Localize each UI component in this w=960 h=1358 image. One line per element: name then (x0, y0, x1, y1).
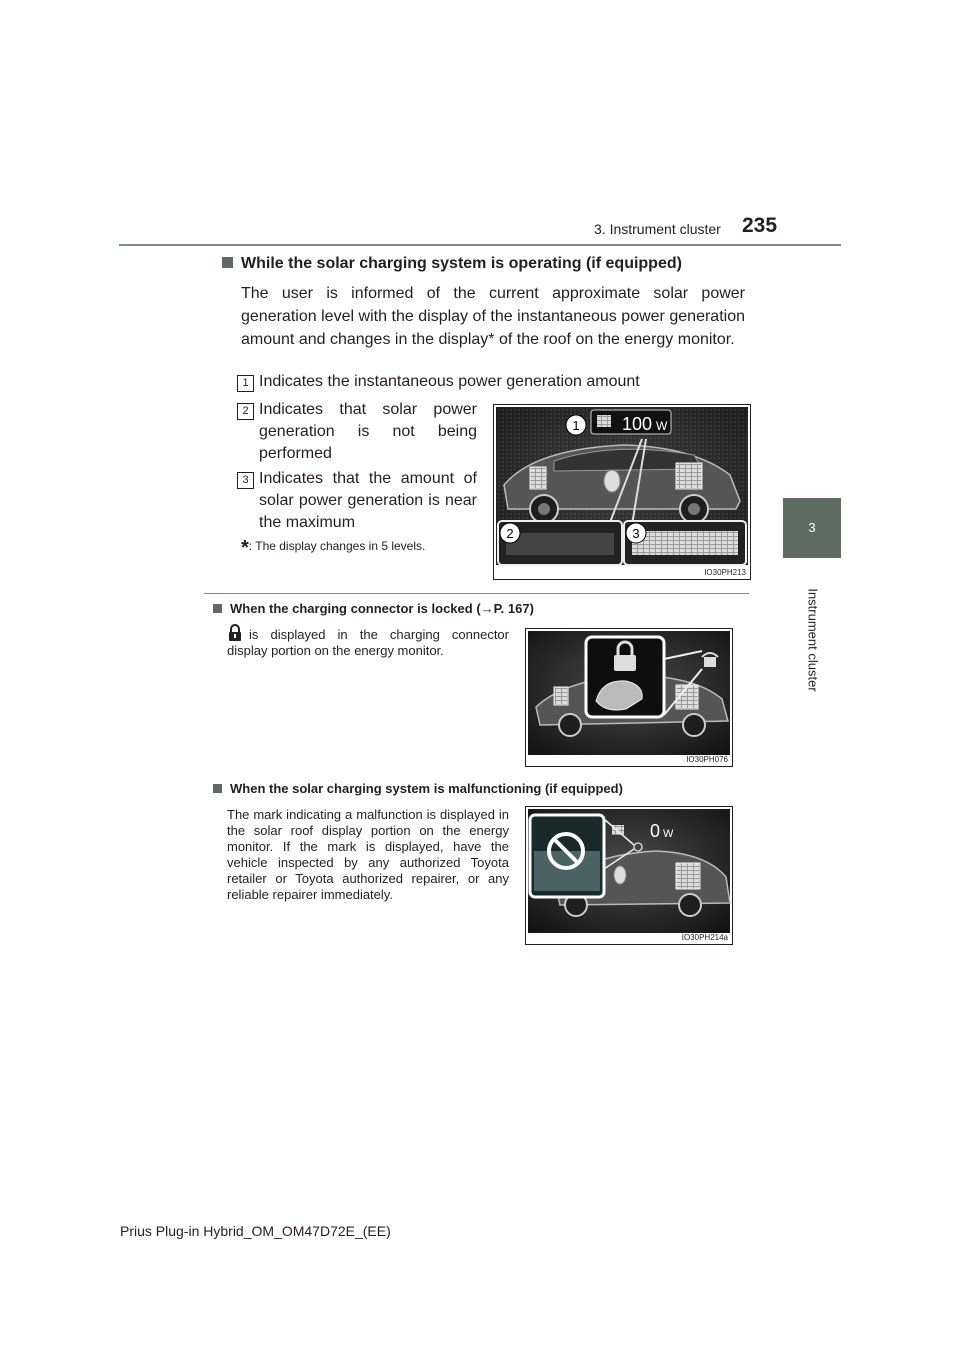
chapter-label: Instrument cluster (805, 588, 821, 692)
connector-figure (525, 628, 733, 767)
callout-1: 1 (572, 418, 580, 433)
solar-paragraph: The user is informed of the current approximate solar power generation level with the display of the instantaneous power generation amount and changes in the display* of the roof on the energy monitor. (241, 285, 745, 348)
chapter-number: 3 (808, 520, 816, 535)
malfunction-illustration (526, 807, 732, 944)
heading-square-icon (213, 604, 222, 613)
power-readout: 100 (622, 414, 653, 434)
item-number: 3 (237, 472, 254, 489)
callout-2: 2 (506, 526, 514, 541)
item-number: 2 (237, 403, 254, 420)
malfunction-text: The mark indicating a malfunction is displayed in the solar roof display portion on the energy monitor. If the mark is displayed, have the vehicle inspected by any authorized Toyota retailer or Toyota authorized repairer, or any reliable repairer immediately. (227, 807, 509, 902)
item-text: Indicates that solar power generation is not being performed (259, 401, 477, 462)
connector-illustration (526, 629, 732, 766)
connector-heading: When the charging connector is locked (→P. 167) (213, 601, 534, 616)
lock-icon (227, 624, 243, 642)
malfunction-heading: When the solar charging system is malfunctioning (if equipped) (213, 781, 623, 796)
malfunction-figure (525, 806, 733, 945)
callout-3: 3 (632, 526, 640, 541)
page-number: 235 (742, 214, 778, 237)
footer-text: Prius Plug-in Hybrid_OM_OM47D72E_(EE) (120, 1223, 391, 1239)
section-title: 3. Instrument cluster (594, 221, 721, 237)
item-number: 1 (237, 375, 254, 392)
heading-square-icon (222, 257, 233, 268)
item-text: Indicates that the amount of solar power generation is near the maximum (259, 470, 477, 531)
header-rule (119, 244, 841, 246)
footnote: *: The display changes in 5 levels. (241, 537, 426, 559)
figure-id: IO30PH214a (681, 933, 728, 942)
figure-id: IO30PH076 (686, 755, 728, 764)
item-text: Indicates the instantaneous power generation amount (259, 373, 640, 390)
power-unit: W (663, 828, 674, 840)
power-unit: W (656, 419, 668, 433)
solar-monitor-figure (493, 404, 751, 580)
solar-heading: While the solar charging system is operating (if equipped) (222, 255, 682, 273)
figure-id: IO30PH213 (704, 568, 746, 577)
heading-square-icon (213, 784, 222, 793)
connector-text: is displayed in the charging connector display portion on the energy monitor. (227, 627, 509, 658)
section-rule (204, 593, 749, 594)
solar-monitor-illustration (494, 405, 750, 579)
power-readout: 0 (650, 821, 661, 841)
